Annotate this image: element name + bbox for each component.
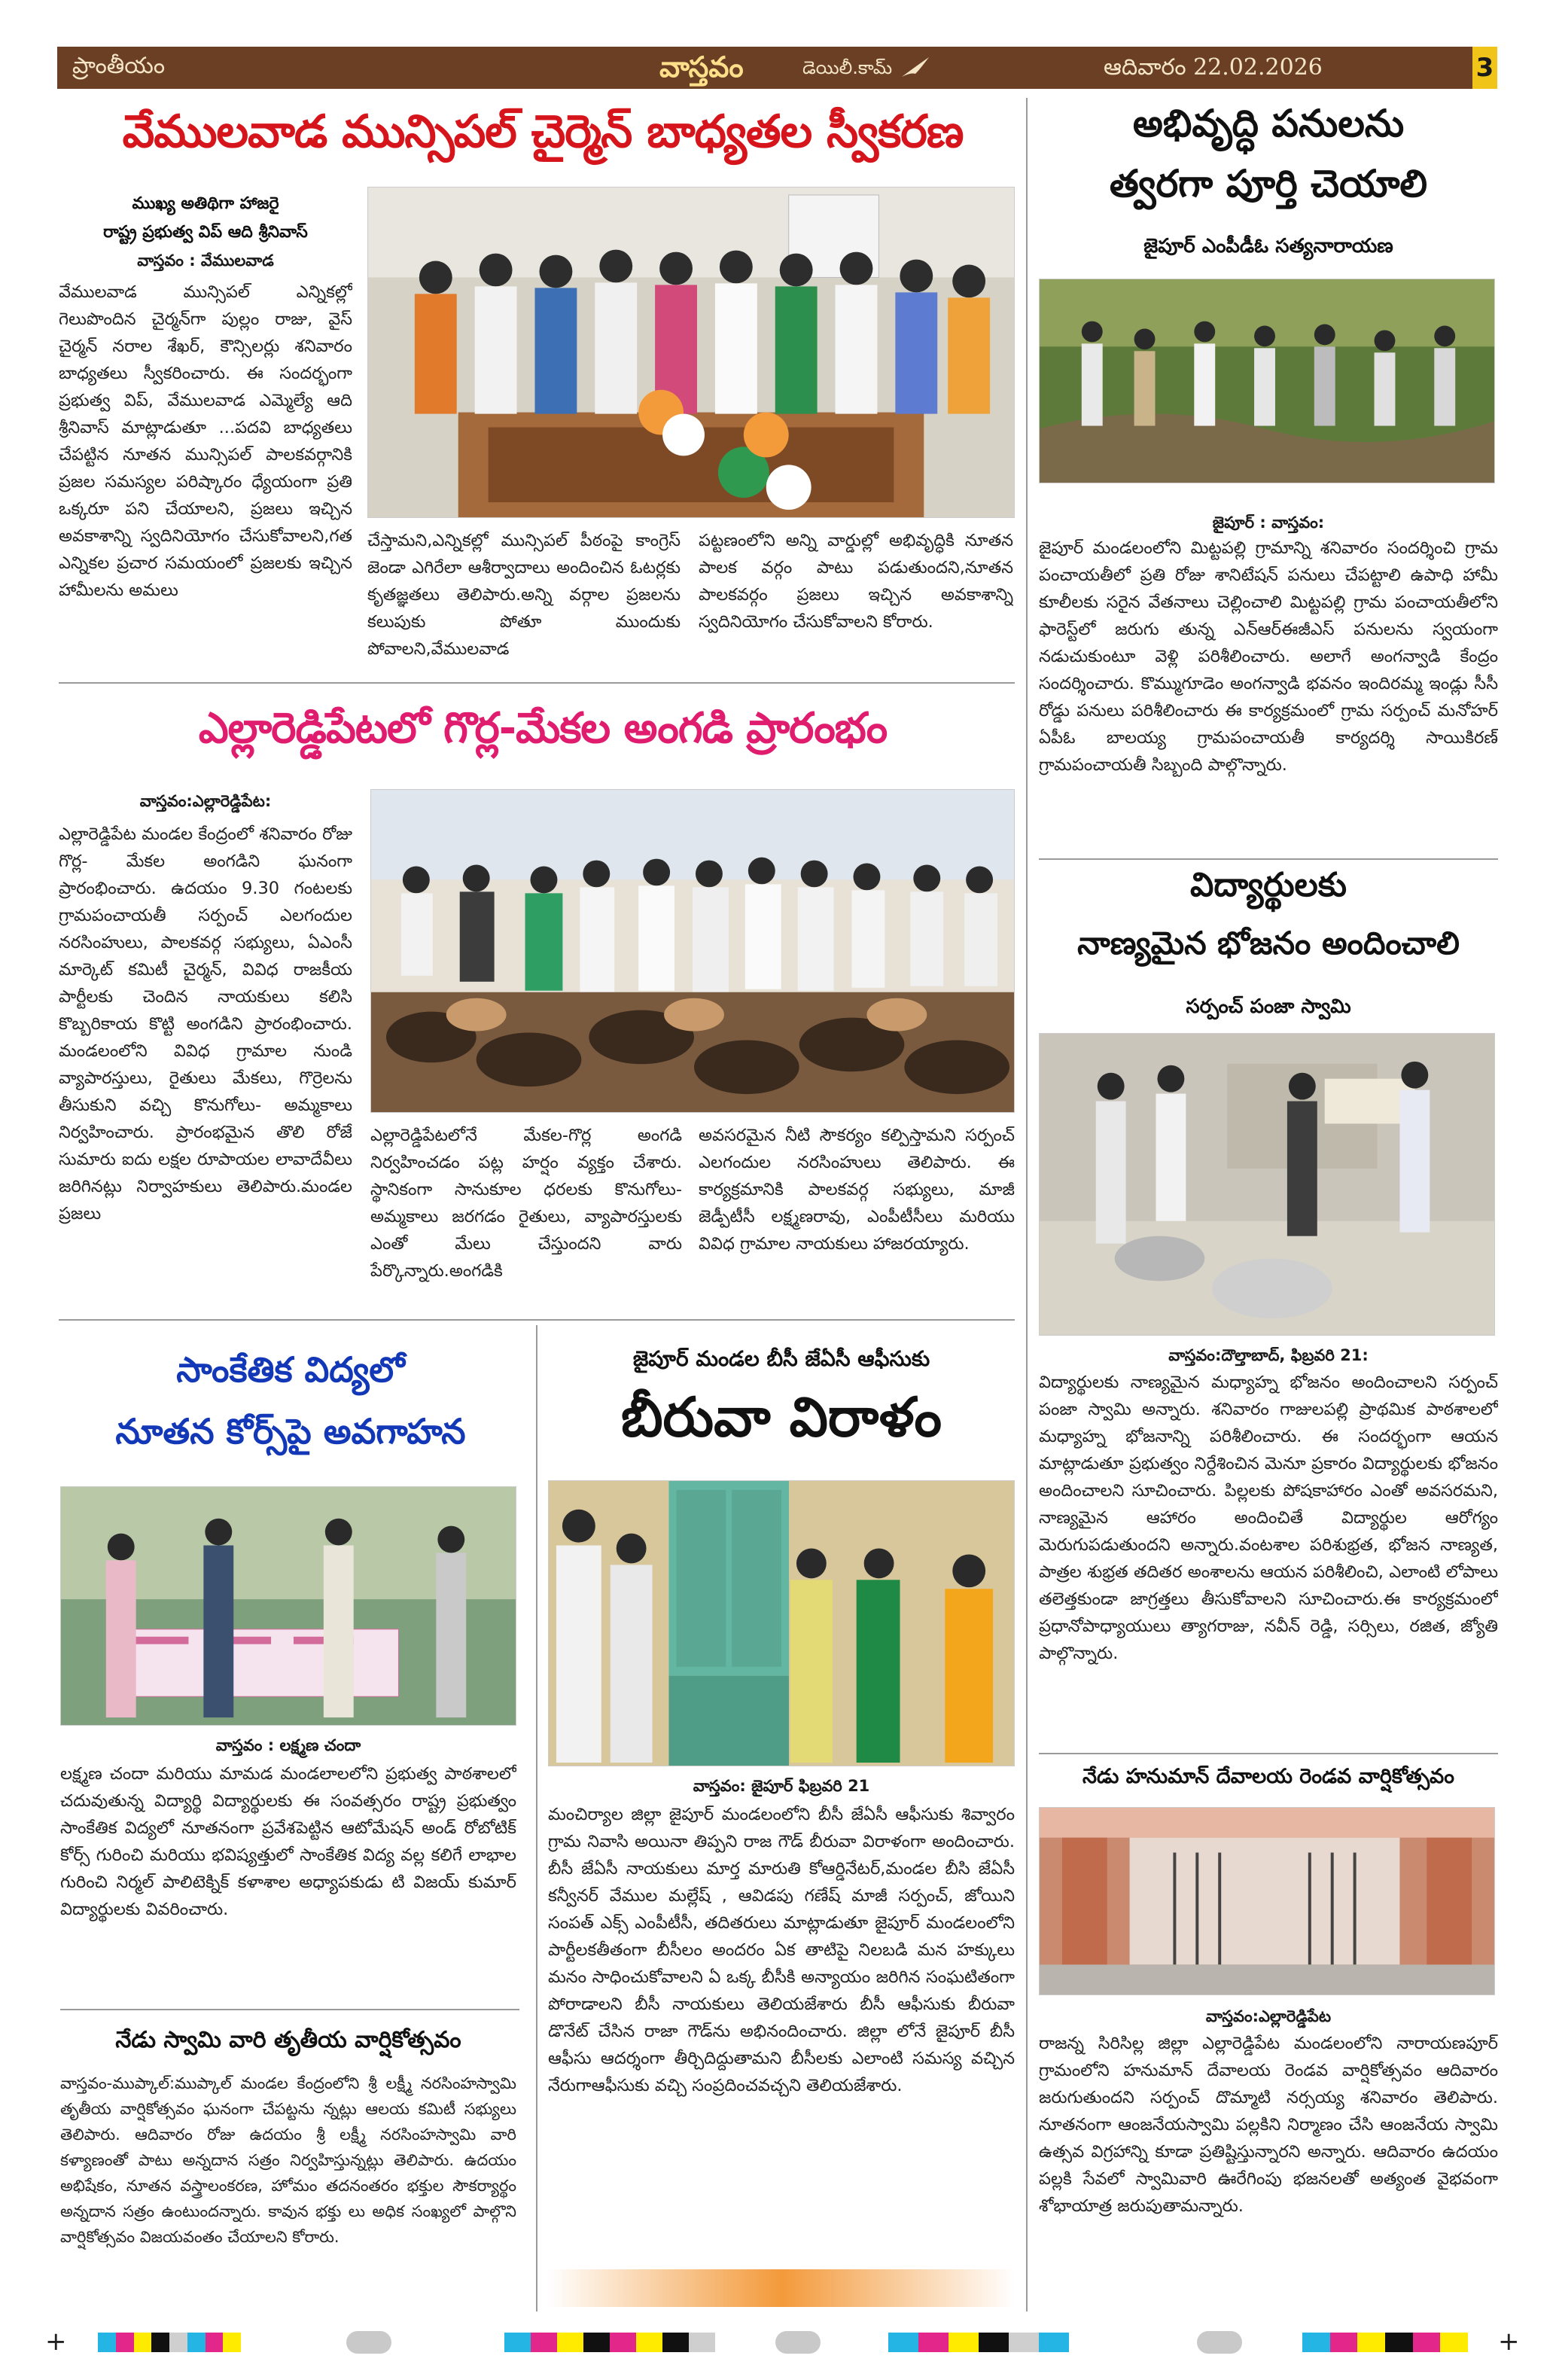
divider bbox=[60, 2009, 519, 2010]
s1-col2: చేస్తామని,ఎన్నికల్లో మున్సిపల్ పీఠంపై కాంగ్రెస్ జెండా ఎగిరేలా ఆశీర్వాదాలు అందించిన ఓటర్లకు కృతజ్ఞతలు తెలిపారు.అన్ని వర్గాల ప్రజలను కలుపుకు పోతూ ముందుకు పోవాలని,వేములవాడ bbox=[367, 531, 681, 659]
color-bar bbox=[1302, 2333, 1468, 2352]
column-rule bbox=[536, 1325, 537, 2311]
s2-byline: వాస్తవం:ఎల్లారెడ్డిపేట: bbox=[139, 792, 272, 810]
s5-byline: వాస్తవం : లక్ష్మణ చందా bbox=[215, 1736, 361, 1754]
newspaper-logo-sub: డెయిలీ.కామ్ bbox=[802, 57, 893, 78]
s7-headline: బీరువా విరాళం bbox=[620, 1385, 942, 1449]
s8-photo bbox=[1039, 1807, 1495, 1995]
s6-body: వాస్తవం-ముప్కాల్:ముప్కాల్ మండల కేంద్రంలోని శ్రీ లక్ష్మీ నరసింహస్వామి తృతీయ వార్షికోత్సవం ఘనంగా చేపట్టను న్నట్లు ఆలయ కమిటీ సభ్యులు తెలిపారు. ఆదివారం రోజు ఉదయం శ్రీ లక్ష్మీ నరసింహస్వామి వారి కళ్యాణంతో పాటు అన్నదాన సత్రం నిర్వహిస్తున్నట్లు తెలిపారు. ఉదయం అభిషేకం, నూతన వస్త్రాలంకరణ, హోమం తదనంతరం భక్తుల సౌకర్యార్థం అన్నదాన సత్రం ఉంటుందన్నారు. కావున భక్తు లు అధిక సంఖ్యలో పాల్గొని వార్షికోత్సవం విజయవంతం చేయాలని కోరారు. bbox=[60, 2074, 516, 2246]
s8-byline: వాస్తవం:ఎల్లారెడ్డిపేట bbox=[1205, 2007, 1332, 2025]
s3-sub: జైపూర్ ఎంపీడీఓ సత్యనారాయణ bbox=[1143, 235, 1393, 258]
s4-byline: వాస్తవం:దౌల్తాబాద్, ఫిబ్రవరి 21: bbox=[1168, 1346, 1369, 1364]
grey-swatch bbox=[346, 2331, 391, 2354]
s8-headline: నేడు హనుమాన్ దేవాలయ రెండవ వార్షికోత్సవం bbox=[1083, 1765, 1454, 1788]
newspaper-logo: వాస్తవం bbox=[659, 50, 744, 84]
s7-byline: వాస్తవం: జైపూర్ ఫిబ్రవరి 21 bbox=[693, 1777, 870, 1795]
s5-photo bbox=[60, 1486, 516, 1726]
registration-mark-icon: + bbox=[1498, 2327, 1520, 2357]
s2-photo bbox=[370, 789, 1015, 1113]
color-bar bbox=[888, 2333, 1069, 2352]
s1-col3: పట్టణంలోని అన్ని వార్డుల్లో అభివృద్ధికి నూతన పాలక వర్గం పాటు పడుతుందని,నూతన పాలకవర్గం ప్రజలు ఇచ్చిన అవకాశాన్ని స్వదినియోగం చేసుకోవాలని కోరారు. bbox=[699, 531, 1013, 632]
s4-sub: సర్పంచ్ పంజా స్వామి bbox=[1186, 995, 1351, 1018]
s6-headline: నేడు స్వామి వారి తృతీయ వార్షికోత్సవం bbox=[115, 2027, 461, 2053]
divider bbox=[1039, 858, 1498, 860]
masthead bbox=[57, 47, 1497, 89]
s8-body: రాజన్న సిరిసిల్ల జిల్లా ఎల్లారెడ్డిపేట మండలంలోని నారాయణపూర్ గ్రామంలోని హనుమాన్ దేవాలయ రెండవ వార్షికోత్సవం ఆదివారం జరుగుతుందని సర్పంచ్ దొమ్మాటి నర్సయ్య శనివారం తెలిపారు. నూతనంగా ఆంజనేయస్వామి పల్లకిని నిర్మాణం చేసి ఆంజనేయ స్వామి ఉత్సవ విగ్రహాన్ని కూడా ప్రతిష్టిస్తున్నారని అన్నారు. ఆదివారం ఉదయం పల్లకి సేవలో స్వామివారి ఊరేగింపు భజనలతో అత్యంత వైభవంగా శోభాయాత్ర జరుపుతామన్నారు. bbox=[1039, 2034, 1498, 2216]
bird-logo-icon bbox=[900, 54, 930, 81]
s2-col3: అవసరమైన నీటి సౌకర్యం కల్పిస్తామని సర్పంచ్ ఎలగందుల నరసింహులు తెలిపారు. ఈ కార్యక్రమానికి పాలకవర్గ సభ్యులు, మాజీ జెడ్పీటీసీ లక్ష్మణరావు, ఎంపీటీసీలు మరియు వివిధ గ్రామాల నాయకులు హాజరయ్యారు. bbox=[699, 1126, 1015, 1254]
s5-headline-1: సాంకేతిక విద్యలో bbox=[176, 1349, 405, 1390]
s7-photo bbox=[548, 1480, 1015, 1766]
decorative-band bbox=[548, 2269, 1015, 2307]
s5-body: లక్ష్మణ చందా మరియు మామడ మండలాలలోని ప్రభుత్వ పాఠశాలలో చదువుతున్న విద్యార్థి విద్యార్థులకు ఈ సంవత్సరం రాష్ట్ర ప్రభుత్వం సాంకేతిక విద్యలో నూతనంగా ప్రవేశపెట్టిన ఆటోమేషన్ అండ్ రోబోటిక్ కోర్స్ గురించి మరియు భవిష్యత్తులో సాంకేతిక విద్య వల్ల కలిగే లాభాల గురించి నిర్మల్ పాలిటెక్నిక్ కళాశాల అధ్యాపకుడు టి విజయ్ కుమార్ విద్యార్థులకు వివరించారు. bbox=[60, 1764, 516, 1919]
s7-body: మంచిర్యాల జిల్లా జైపూర్ మండలంలోని బీసీ జేఏసీ ఆఫీసుకు శివ్వారం గ్రామ నివాసి అయినా తిప్పని రాజ గౌడ్ బీరువా విరాళంగా అందించారు. బీసీ జేఏసీ నాయకులు మార్త మారుతి కోఆర్డినేటర్,మండల బీసి జేఏసీ కన్వీనర్ వేముల మల్లేష్ , ఆవిడపు గణేష్ మాజీ సర్పంచ్, జోయిని సంపత్ ఎక్స్ ఎంపీటీసీ, తదితరులు మాట్లాడుతూ జైపూర్ మండలంలోని పార్టీలకతీతంగా బీసీలం అందరం ఏక తాటిపై నిలబడి మన హక్కులు మనం సాధించుకోవాలని ఏ ఒక్క బీసీకి అన్యాయం జరిగిన సంఘటితంగా పోరాడాలని బీసీ నాయకులు తెలియజేశారు బీసీ ఆఫీసుకు బీరువా డొనేట్ చేసిన రాజా గౌడ్‌ను అభినందించారు. జిల్లా లోనే జైపూర్ బీసీ ఆఫీసు ఆదర్శంగా తీర్చిదిద్దుతామని బీసీలకు ఎలాంటి సమస్య వచ్చిన నేరుగాఆఫీసుకు వచ్చి సంప్రదించవచ్చని తెలియజేశారు. bbox=[548, 1805, 1015, 2095]
s4-photo bbox=[1039, 1033, 1495, 1336]
s3-headline-1: అభివృద్ధి పనులను bbox=[1132, 102, 1405, 145]
color-bar bbox=[98, 2333, 241, 2352]
divider bbox=[1039, 1753, 1498, 1754]
s3-photo bbox=[1039, 279, 1495, 483]
grey-swatch bbox=[1197, 2331, 1242, 2354]
s2-col2: ఎల్లారెడ్డిపేటలోనే మేకల-గొర్ల అంగడి నిర్వహించడం పట్ల హర్షం వ్యక్తం చేశారు. స్థానికంగా సానుకూల ధరలకు కొనుగోలు- అమ్మకాలు జరగడం రైతులు, వ్యాపారస్తులకు ఎంతో మేలు చేస్తుందని వారు పేర్కొన్నారు.అంగడికి bbox=[370, 1126, 682, 1281]
s2-headline: ఎల్లారెడ్డిపేటలో గొర్ల-మేకల అంగడి ప్రారంభం bbox=[198, 704, 888, 753]
s2-col1: ఎల్లారెడ్డిపేట మండల కేంద్రంలో శనివారం రోజు గొర్ల- మేకల అంగడిని ఘనంగా ప్రారంభించారు. ఉదయం 9.30 గంటలకు గ్రామపంచాయతీ సర్పంచ్ ఎలగందుల నరసింహులు, పాలకవర్గ సభ్యులు, ఏఎంసీ మార్కెట్ కమిటీ చైర్మన్, వివిధ రాజకీయ పార్టీలకు చెందిన నాయకులు కలిసి కొబ్బరికాయ కొట్టి అంగడిని ప్రారంభించారు. మండలంలోని వివిధ గ్రామాల నుండి వ్యాపారస్తులు, రైతులు మేకలు, గొర్రెలను తీసుకుని వచ్చి కొనుగోలు- అమ్మకాలు నిర్వహించారు. ప్రారంభమైన తొలి రోజే సుమారు ఐదు లక్షల రూపాయల లావాదేవీలు జరిగినట్లు నిర్వాహకులు తెలిపారు.మండల ప్రజలు bbox=[59, 824, 352, 1224]
divider bbox=[59, 682, 1015, 684]
s1-byline: వాస్తవం : వేములవాడ bbox=[137, 251, 274, 270]
section-label: ప్రాంతీయం bbox=[72, 53, 166, 79]
color-bar bbox=[504, 2333, 715, 2352]
page-number: 3 bbox=[1472, 47, 1497, 89]
issue-date: ఆదివారం 22.02.2026 bbox=[1104, 54, 1323, 81]
s4-body: విద్యార్థులకు నాణ్యమైన మధ్యాహ్న భోజనం అందించాలని సర్పంచ్ పంజా స్వామి అన్నారు. శనివారం గాజులపల్లి ప్రాథమిక పాఠశాలలో మధ్యాహ్న భోజనాన్ని పరిశీలించారు. ఈ సందర్భంగా ఆయన మాట్లాడుతూ ప్రభుత్వం నిర్దేశించిన మెనూ ప్రకారం విద్యార్థులకు భోజనం అందించాలని సూచించారు. పిల్లలకు పోషకాహారం ఎంతో అవసరమని, నాణ్యమైన ఆహారం అందించితే విద్యార్థుల ఆరోగ్యం మెరుగుపడుతుందని అన్నారు.వంటశాల పరిశుభ్రత, భోజన నాణ్యత, పాత్రల శుభ్రత తదితర అంశాలను ఆయన పరిశీలించి, ఎలాంటి లోపాలు తలెత్తకుండా జాగ్రత్తలు తీసుకోవాలని సూచించారు.ఈ కార్యక్రమంలో ప్రధానోపాధ్యాయులు త్యాగరాజు, నవీన్ రెడ్డి, సర్సిలు, రజిత, జ్యోతి పాల్గొన్నారు. bbox=[1039, 1373, 1498, 1663]
s5-headline-2: నూతన కోర్స్‌పై అవగాహన bbox=[115, 1411, 466, 1452]
registration-mark-icon: + bbox=[45, 2327, 67, 2357]
s7-kicker: జైపూర్ మండల బీసీ జేఏసీ ఆఫీసుకు bbox=[632, 1346, 930, 1371]
s1-headline: వేములవాడ మున్సిపల్ చైర్మెన్ బాధ్యతల స్వీకరణ bbox=[122, 105, 964, 158]
s4-headline-2: నాణ్యమైన భోజనం అందించాలి bbox=[1077, 925, 1460, 961]
divider bbox=[59, 1319, 1015, 1321]
grey-swatch bbox=[775, 2331, 821, 2354]
s3-byline: జైపూర్ : వాస్తవం: bbox=[1212, 513, 1325, 532]
s1-sub1: ముఖ్య అతిథిగా హాజరై bbox=[132, 194, 279, 213]
s1-photo bbox=[367, 187, 1015, 518]
s1-col1: వేములవాడ మున్సిపల్ ఎన్నికల్లో గెలుపొందిన చైర్మన్‌గా పుల్లం రాజు, వైస్ చైర్మన్ నరాల శేఖర్, కౌన్సిలర్లు శనివారం బాధ్యతలు స్వీకరించారు. ఈ సందర్భంగా ప్రభుత్వ విప్, వేములవాడ ఎమ్మెల్యే ఆది శ్రీనివాస్ మాట్లాడుతూ ...పదవి బాధ్యతలు చేపట్టిన నూతన మున్సిపల్ పాలకవర్గానికి ప్రజల సమస్యల పరిష్కారం ధ్యేయంగా ప్రతి ఒక్కరూ పని చేయాలని, ప్రజలు ఇచ్చిన అవకాశాన్ని స్వదినియోగం చేసుకోవాలని,గత ఎన్నికల ప్రచార సమయంలో ప్రజలకు ఇచ్చిన హామీలను అమలు bbox=[59, 282, 352, 600]
column-rule bbox=[1026, 98, 1028, 2311]
s1-sub2: రాష్ట్ర ప్రభుత్వ విప్ ఆది శ్రీనివాస్ bbox=[103, 223, 308, 242]
s3-body: జైపూర్ మండలంలోని మిట్టపల్లి గ్రామాన్ని శనివారం సందర్శించి గ్రామ పంచాయతీలో ప్రతి రోజు శానిటేషన్ పనులు చేపట్టాలి ఉపాధి హామీ కూలీలకు సరైన వేతనాలు చెల్లించాలి మిట్టపల్లి గ్రామ పంచాయతీలోని ఫారెస్ట్‌లో జరుగు తున్న ఎన్ఆర్ఈజీఎస్ పనులను స్వయంగా నడుచుకుంటూ వెళ్లి పరిశీలించారు. అలాగే అంగన్వాడి కేంద్రం సందర్శించారు. కొమ్ముగూడెం అంగన్వాడి భవనం ఇందిరమ్మ ఇండ్లు సీసీ రోడ్డు పనులు పరిశీలించారు ఈ కార్యక్రమంలో గ్రామ సర్పంచ్ మనోహర్ ఏపీఓ బాలయ్య గ్రామపంచాయతీ కార్యదర్శి సాయికిరణ్ గ్రామపంచాయతీ సిబ్బంది పాల్గొన్నారు. bbox=[1039, 538, 1498, 775]
s4-headline-1: విద్యార్థులకు bbox=[1190, 866, 1347, 904]
s3-headline-2: త్వరగా పూర్తి చెయాలి bbox=[1109, 162, 1428, 206]
